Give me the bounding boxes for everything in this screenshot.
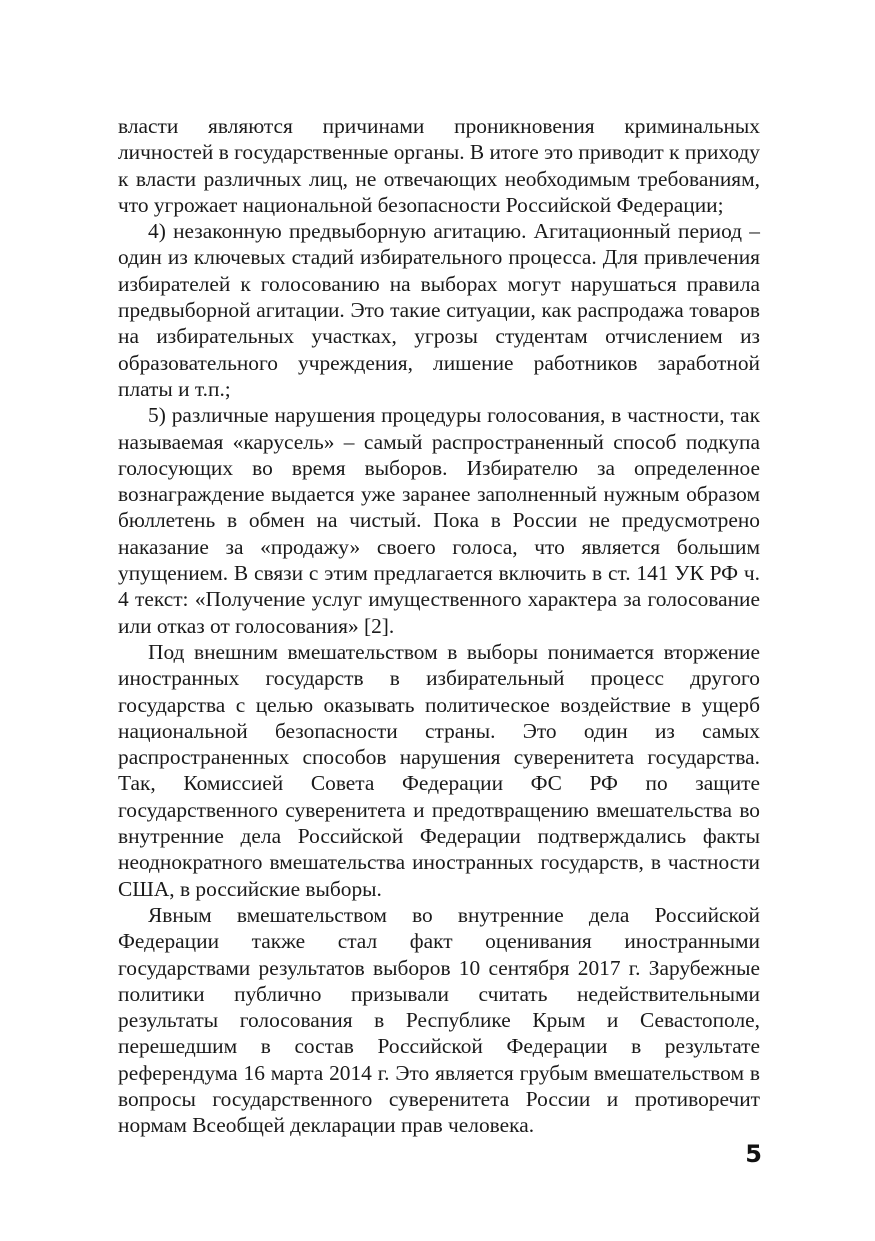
- paragraph-continuation: власти являются причинами проникновения криминальных личностей в государственные органы. В итоге это приводит к приходу к власти различных лиц, не отвечающих необходимым требованиям, что угрожает национальной безопасности Российской Федерации;: [118, 114, 760, 217]
- paragraph-item-4: 4) незаконную предвыборную агитацию. Агитационный период – один из ключевых стадий избирательного процесса. Для привлечения избирателей к голосованию на выборах могут нарушаться правила предвыборной агитации. Это такие ситуации, как распродажа товаров на избирательных участках, угрозы студентам отчислением из образовательного учреждения, лишение работников заработной платы и т.п.;: [118, 219, 760, 401]
- body-text: [118, 113, 760, 1139]
- page-number: 5: [745, 1140, 762, 1168]
- paragraph-external-interference: Под внешним вмешательством в выборы понимается вторжение иностранных государств в избирательный процесс другого государства с целью оказывать политическое воздействие в ущерб национальной безопасности страны. Это один из самых распространенных способов нарушения суверенитета государства. Так, Комиссией Совета Федерации ФС РФ по защите государственного суверенитета и предотвращению вмешательства во внутренние дела Российской Федерации подтверждались факты неоднократного вмешательства иностранных государств, в частности США, в российские выборы.: [118, 639, 760, 901]
- paragraph-interference-example: Явным вмешательством во внутренние дела Российской Федерации также стал факт оценивания иностранными государствами результатов выборов 10 сентября 2017 г. Зарубежные политики публично призывали считать недействительными результаты голосования в Республике Крым и Севастополе, перешедшим в состав Российской Федерации в результате референдума 16 марта 2014 г. Это является грубым вмешательством в вопросы государственного суверенитета России и противоречит нормам Всеобщей декларации прав человека.: [118, 902, 760, 1138]
- paragraph-item-5: 5) различные нарушения процедуры голосования, в частности, так называемая «карусель» – самый распространенный способ подкупа голосующих во время выборов. Избирателю за определенное вознаграждение выдается уже заранее заполненный нужным образом бюллетень в обмен на чистый. Пока в России не предусмотрено наказание за «продажу» своего голоса, что является большим упущением. В связи с этим предлагается включить в ст. 141 УК РФ ч. 4 текст: «Получение услуг имущественного характера за голосование или отказ от голосования» [2].: [118, 403, 760, 638]
